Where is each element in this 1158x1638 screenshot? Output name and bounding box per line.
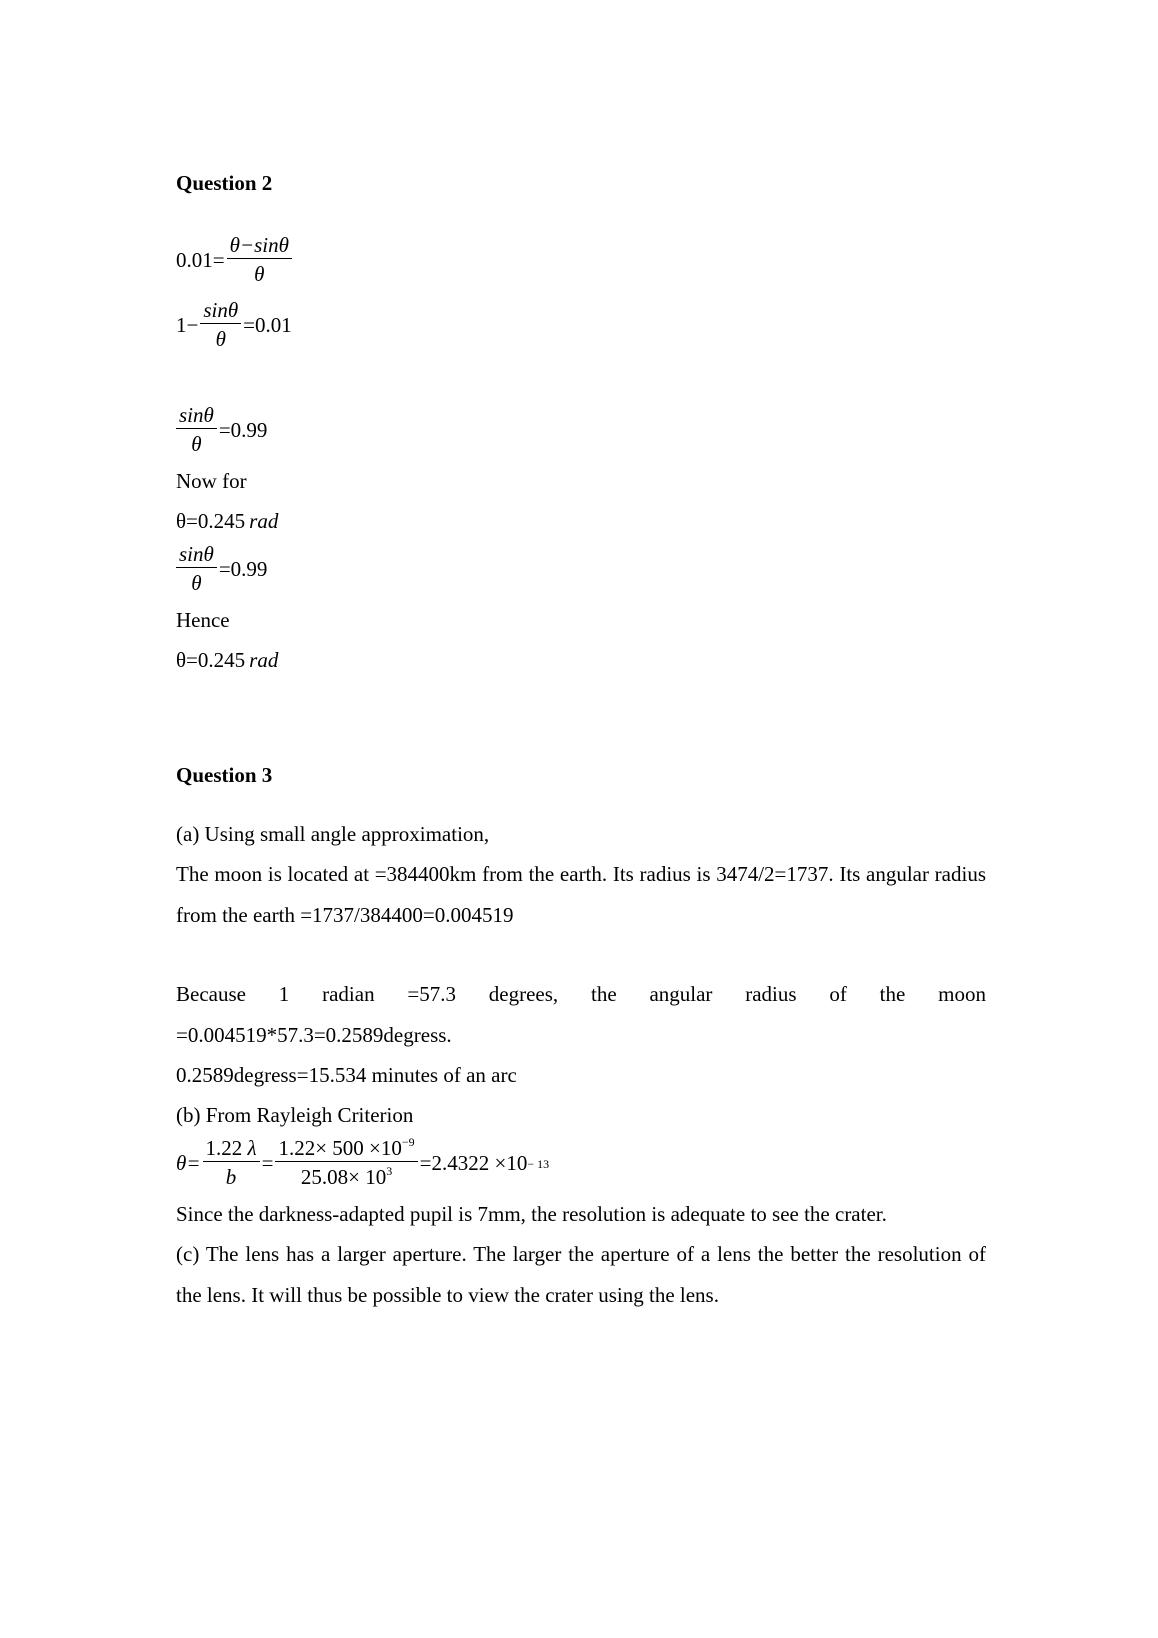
equation-3-numerator: sinθ	[179, 403, 214, 427]
rayleigh-fraction-1	[203, 1135, 260, 1192]
rayleigh-equation: θ= $\frac{1.22 \lambda}{b}$ = $\frac{1.22\times 500 \times 10^{-9}}{25.08\times 10^3}$ =2.4322 ×10 − 13	[176, 1135, 986, 1192]
equation-6-value: θ=0.245	[176, 648, 246, 672]
document-page	[176, 168, 986, 1316]
question-2-heading: Question 2	[176, 171, 273, 195]
equation-5-fraction	[176, 541, 217, 598]
now-for-text: Now for	[176, 469, 247, 493]
rayleigh-f2-den: 25.08× 10	[300, 1165, 387, 1189]
rayleigh-fraction-2	[275, 1135, 417, 1192]
equation-1	[176, 232, 986, 289]
equation-5	[176, 541, 986, 598]
equation-1-fraction	[227, 232, 292, 289]
part-a-paragraph-2-line-1: Because 1 radian =57.3 degrees, the angular radius of the moon	[176, 982, 986, 1006]
equation-1-lhs: 0.01=	[176, 248, 225, 272]
hence-text: Hence	[176, 608, 230, 632]
part-a-paragraph-1: The moon is located at =384400km from the earth. Its radius is 3474/2=1737. Its angular radius from the earth =1737/384400=0.004519	[176, 862, 986, 927]
equation-4-value: θ=0.245	[176, 509, 246, 533]
part-a-arc-minutes: 0.2589degress=15.534 minutes of an arc	[176, 1063, 517, 1087]
rayleigh-result: =2.4322 ×10	[419, 1151, 528, 1175]
rayleigh-equals: =	[261, 1151, 274, 1175]
rayleigh-f2-den-exp: 3	[386, 1164, 393, 1178]
equation-2-denominator: θ	[215, 327, 226, 351]
question-3-heading: Question 3	[176, 763, 273, 787]
rayleigh-f2-num: 1.22× 500 ×10	[278, 1136, 402, 1160]
equation-4-unit: rad	[249, 509, 279, 533]
rayleigh-f1-num-coef: 1.22	[205, 1136, 243, 1160]
rayleigh-f1-num-lambda: λ	[247, 1136, 257, 1160]
rayleigh-lhs: θ=	[176, 1151, 201, 1175]
equation-2-rhs: =0.01	[243, 313, 292, 337]
part-a-intro: (a) Using small angle approximation,	[176, 822, 490, 846]
part-a-paragraph-2-line-2: =0.004519*57.3=0.2589degress.	[176, 1023, 452, 1047]
part-c-paragraph: (c) The lens has a larger aperture. The larger the aperture of a lens the better the resolution of the lens. It will thus be possible to view the crater using the lens.	[176, 1242, 986, 1307]
part-b-conclusion: Since the darkness-adapted pupil is 7mm, the resolution is adequate to see the crater.	[176, 1202, 887, 1226]
equation-5-denominator: θ	[191, 571, 202, 595]
equation-6-unit: rad	[249, 648, 279, 672]
equation-4	[176, 501, 986, 541]
equation-6	[176, 640, 986, 680]
equation-3-denominator: θ	[191, 432, 202, 456]
equation-2-numerator: sinθ	[203, 298, 239, 322]
equation-3-rhs: =0.99	[218, 418, 268, 442]
part-b-intro: (b) From Rayleigh Criterion	[176, 1103, 414, 1127]
equation-2-lhs: 1−	[176, 313, 199, 337]
equation-1-numerator: θ−sinθ	[229, 233, 289, 257]
equation-2	[176, 297, 986, 354]
equation-5-numerator: sinθ	[179, 542, 214, 566]
equation-3	[176, 402, 986, 459]
rayleigh-f2-num-exp: −9	[401, 1135, 415, 1149]
equation-2-fraction	[200, 297, 241, 354]
rayleigh-f1-den: b	[225, 1165, 237, 1189]
equation-1-denominator: θ	[254, 262, 265, 286]
equation-5-rhs: =0.99	[218, 557, 268, 581]
equation-3-fraction	[176, 402, 217, 459]
